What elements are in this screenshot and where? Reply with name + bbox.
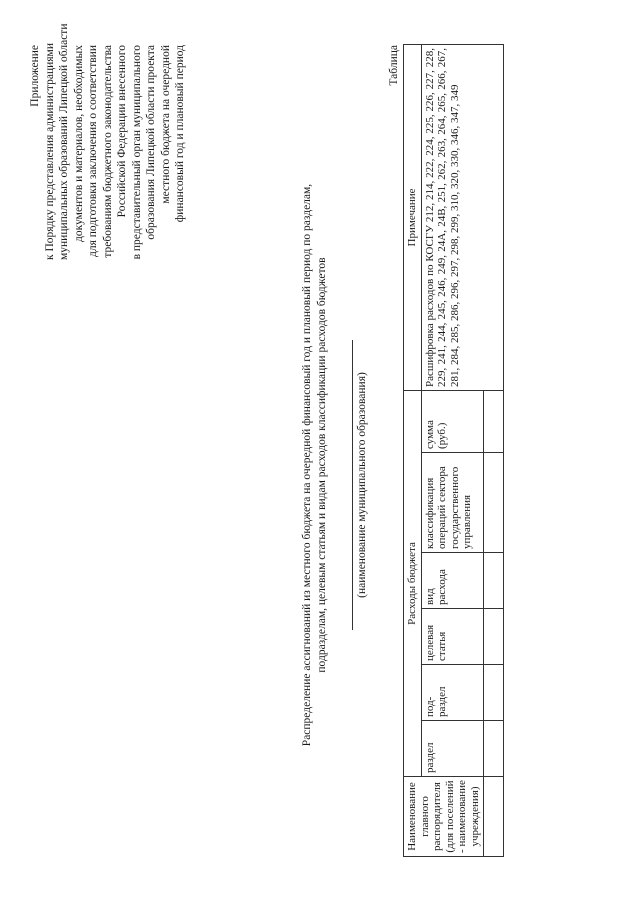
document-title xyxy=(300,85,330,845)
table-cell xyxy=(484,609,504,665)
appendix-line: для подготовки заключения о соответствии xyxy=(87,45,99,257)
header-expense-type: вид расхода xyxy=(421,553,484,609)
title-line-2: подразделам, целевым статьям и видам расходов классификации расходов бюджетов xyxy=(316,257,328,673)
appendix-line: образования Липецкой области проекта xyxy=(145,45,157,240)
table-header-row-2 xyxy=(421,44,484,856)
header-section: раздел xyxy=(421,721,484,777)
appendix-line: муниципальных образований Липецкой области xyxy=(58,23,70,260)
table-header-row-1 xyxy=(404,44,422,856)
table-cell xyxy=(484,721,504,777)
table-cell xyxy=(484,453,504,553)
table-cell xyxy=(484,777,504,857)
header-kosgu: классификация операций сектора государственного управления xyxy=(421,453,484,553)
appendix-line: Российской Федерации внесенного xyxy=(116,45,128,218)
appendix-line: финансовый год и плановый период xyxy=(174,45,186,223)
table-cell xyxy=(484,390,504,452)
header-subsection: под-раздел xyxy=(421,665,484,721)
table-cell xyxy=(484,553,504,609)
table-cell xyxy=(484,665,504,721)
appendix-line: местного бюджета на очередной xyxy=(159,45,172,204)
municipality-caption: (наименование муниципального образования) xyxy=(356,372,368,598)
appendix-line: требованиям бюджетного законодательства xyxy=(101,45,114,258)
appendix-line: к Порядку представления администрациями xyxy=(43,43,56,260)
municipality-underline xyxy=(352,340,353,630)
header-main-distributor: Наименование главного распорядителя (для поселений - наименование учреждения) xyxy=(404,777,484,857)
appendix-line: Приложение xyxy=(29,45,41,107)
table-label: Таблица xyxy=(388,45,400,86)
appendix-block xyxy=(28,23,188,260)
appendix-line: в представительный орган муниципального xyxy=(130,45,143,260)
header-sum: сумма (руб.) xyxy=(421,390,484,452)
header-target-article: целевая статья xyxy=(421,609,484,665)
note-kosgu-breakdown: Расшифровка расходов по КОСГУ 212, 214, 222, 224, 225, 226, 227, 228, 229, 241, 244, 245, 246, 249, 24А, 24В, 251, 262, 263, 264, 265, 266, 267, 281, 284, 285, 286, 296, 297, 298, 299, 310, 320, 330, 346, 347, 349 xyxy=(421,44,504,390)
header-note: Примечание xyxy=(404,44,422,390)
appendix-line: документов и материалов, необходимых xyxy=(72,45,85,242)
header-budget-expenses: Расходы бюджета xyxy=(404,390,422,776)
allocation-table xyxy=(403,44,504,857)
title-line-1: Распределение ассигнований из местного бюджета на очередной финансовый год и плановый период по разделам, xyxy=(301,183,313,747)
